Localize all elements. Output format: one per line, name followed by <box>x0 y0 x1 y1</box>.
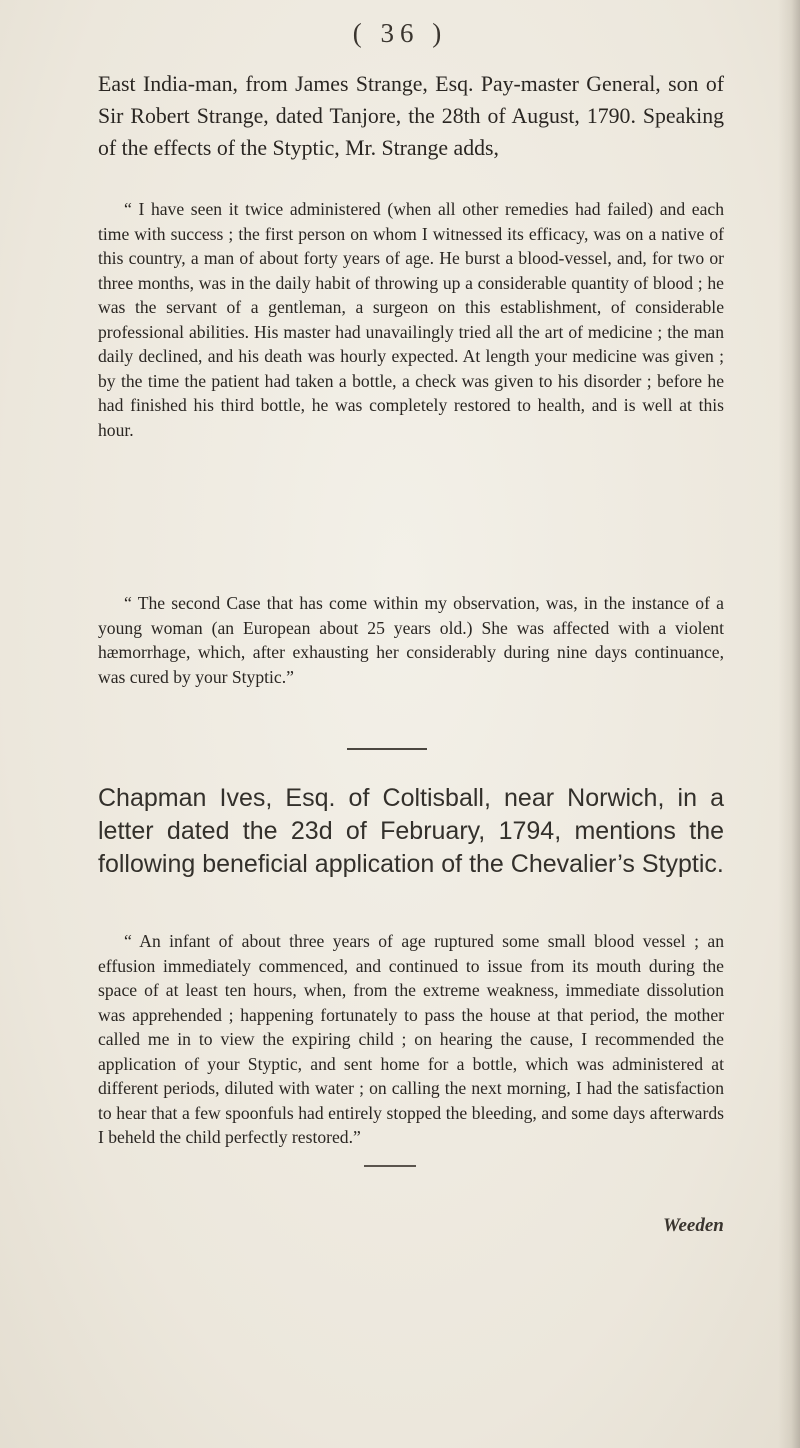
page-edge-shadow <box>778 0 800 1448</box>
page-number: ( 36 ) <box>352 18 448 48</box>
closing-divider <box>364 1165 416 1167</box>
section-heading-paragraph: Chapman Ives, Esq. of Coltisball, near Norwich, in a letter dated the 23d of February, 1794, mentions the following beneficial application of the Chevalier’s Styptic. <box>98 784 724 878</box>
section-divider <box>347 748 427 750</box>
catchword: Weeden <box>663 1215 724 1236</box>
quote-infant-case: “ An infant of about three years of age ruptured some small blood vessel ; an effusion immediately commenced, and continued to issue from its mouth during the space of at least ten hours, when, from the extreme weakness, immediate dissolution was apprehended ; happening fortunately to pass the house at that period, the mother called me in to view the expiring child ; on hearing the cause, I recommended the application of your Styptic, and sent home for a bottle, which was administered at different periods, diluted with water ; on calling the next morning, I had the satisfaction to hear that a few spoonfuls had entirely stopped the bleeding, and some days afterwards I beheld the child perfectly restored.” <box>98 931 724 1147</box>
quote-first-case: “ I have seen it twice administered (when all other remedies had failed) and each time with success ; the first person on whom I witnessed its efficacy, was on a native of this country, a man of about forty years of age. He burst a blood-vessel, and, for two or three months, was in the daily habit of throwing up a considerable quantity of blood ; he was the servant of a gentleman, a surgeon on this establishment, of considerable professional abilities. His master had unavailingly tried all the art of medicine ; the man daily declined, and his death was hourly expected. At length your medicine was given ; by the time the patient had taken a bottle, a check was given to his disorder ; before he had finished his third bottle, he was completely restored to health, and is well at this hour. <box>98 199 724 440</box>
intro-paragraph: East India-man, from James Strange, Esq. Pay-master General, son of Sir Robert Strange, dated Tanjore, the 28th of August, 1790. Speaking of the effects of the Styptic, Mr. Strange adds, <box>98 72 724 160</box>
quote-second-case: “ The second Case that has come within my observation, was, in the instance of a young woman (an European about 25 years old.) She was affected with a violent hæmorrhage, which, after exhausting her considerably during nine days continuance, was cured by your Styptic.” <box>98 593 724 687</box>
